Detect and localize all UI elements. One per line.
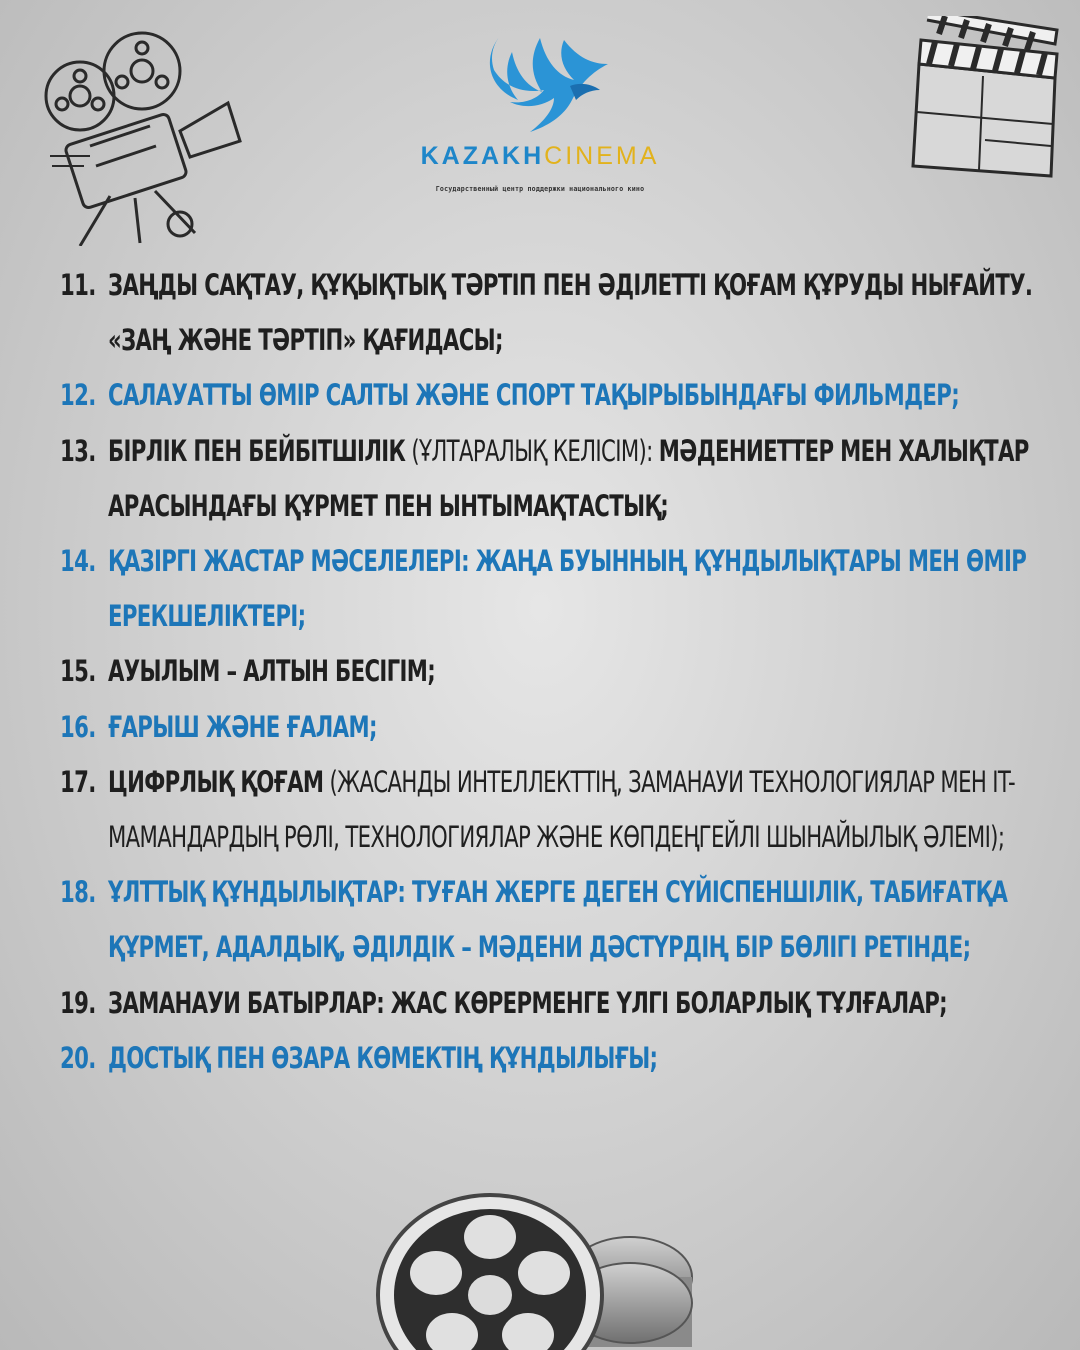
brand-name: KAZAKHCINEMA <box>420 142 660 170</box>
topics-list <box>60 258 1044 1086</box>
movie-camera-icon <box>30 16 260 246</box>
phoenix-bird-icon <box>460 28 620 140</box>
list-item: 13. БІРЛІК ПЕН БЕЙБІТШІЛІК (ҰЛТАРАЛЫҚ КЕЛІСІМ): МӘДЕНИЕТТЕР МЕН ХАЛЫҚТАР АРАСЫНДАҒЫ ҚҰРМЕТ ПЕН ЫНТЫМАҚТАСТЫҚ; <box>60 433 1029 523</box>
list-item: 18. ҰЛТТЫҚ ҚҰНДЫЛЫҚТАР: ТУҒАН ЖЕРГЕ ДЕГЕН СҮЙІСПЕНШІЛІК, ТАБИҒАТҚА ҚҰРМЕТ, АДАЛДЫҚ, ӘДІЛДІК – МӘДЕНИ ДӘСТҮРДІҢ БІР БӨЛІГІ РЕТІНДЕ; <box>60 875 1008 965</box>
list-item: 11. ЗАҢДЫ САҚТАУ, ҚҰҚЫҚТЫҚ ТӘРТІП ПЕН ӘДІЛЕТТІ ҚОҒАМ ҚҰРУДЫ НЫҒАЙТУ. «ЗАҢ ЖӘНЕ ТӘРТІП» ҚАҒИДАСЫ; <box>60 268 1033 358</box>
list-item: 12. САЛАУАТТЫ ӨМІР САЛТЫ ЖӘНЕ СПОРТ ТАҚЫРЫБЫНДАҒЫ ФИЛЬМДЕР; <box>60 378 960 413</box>
list-item: 17. ЦИФРЛЫҚ ҚОҒАМ (ЖАСАНДЫ ИНТЕЛЛЕКТТІҢ, ЗАМАНАУИ ТЕХНОЛОГИЯЛАР МЕН IT-МАМАНДАРДЫҢ РӨЛІ, ТЕХНОЛОГИЯЛАР ЖӘНЕ КӨПДЕҢГЕЙЛІ ШЫНАЙЫЛЫҚ ӘЛЕМІ); <box>60 764 1016 855</box>
list-item: 20. ДОСТЫҚ ПЕН ӨЗАРА КӨМЕКТІҢ ҚҰНДЫЛЫҒЫ; <box>60 1040 658 1075</box>
film-reels-icon <box>340 1185 700 1350</box>
list-item: 16. ҒАРЫШ ЖӘНЕ ҒАЛАМ; <box>60 709 377 744</box>
clapperboard-icon <box>905 16 1065 186</box>
logo-tagline: Государственный центр поддержки национального кино <box>435 185 645 193</box>
list-item: 19. ЗАМАНАУИ БАТЫРЛАР: ЖАС КӨРЕРМЕНГЕ ҮЛГІ БОЛАРЛЫҚ ТҰЛҒАЛАР; <box>60 985 948 1020</box>
kazakhcinema-logo <box>360 28 720 198</box>
list-item: 14. ҚАЗІРГІ ЖАСТАР МӘСЕЛЕЛЕРІ: ЖАҢА БУЫННЫҢ ҚҰНДЫЛЫҚТАРЫ МЕН ӨМІР ЕРЕКШЕЛІКТЕРІ; <box>60 544 1027 634</box>
list-item: 15. АУЫЛЫМ – АЛТЫН БЕСІГІМ; <box>60 654 436 689</box>
